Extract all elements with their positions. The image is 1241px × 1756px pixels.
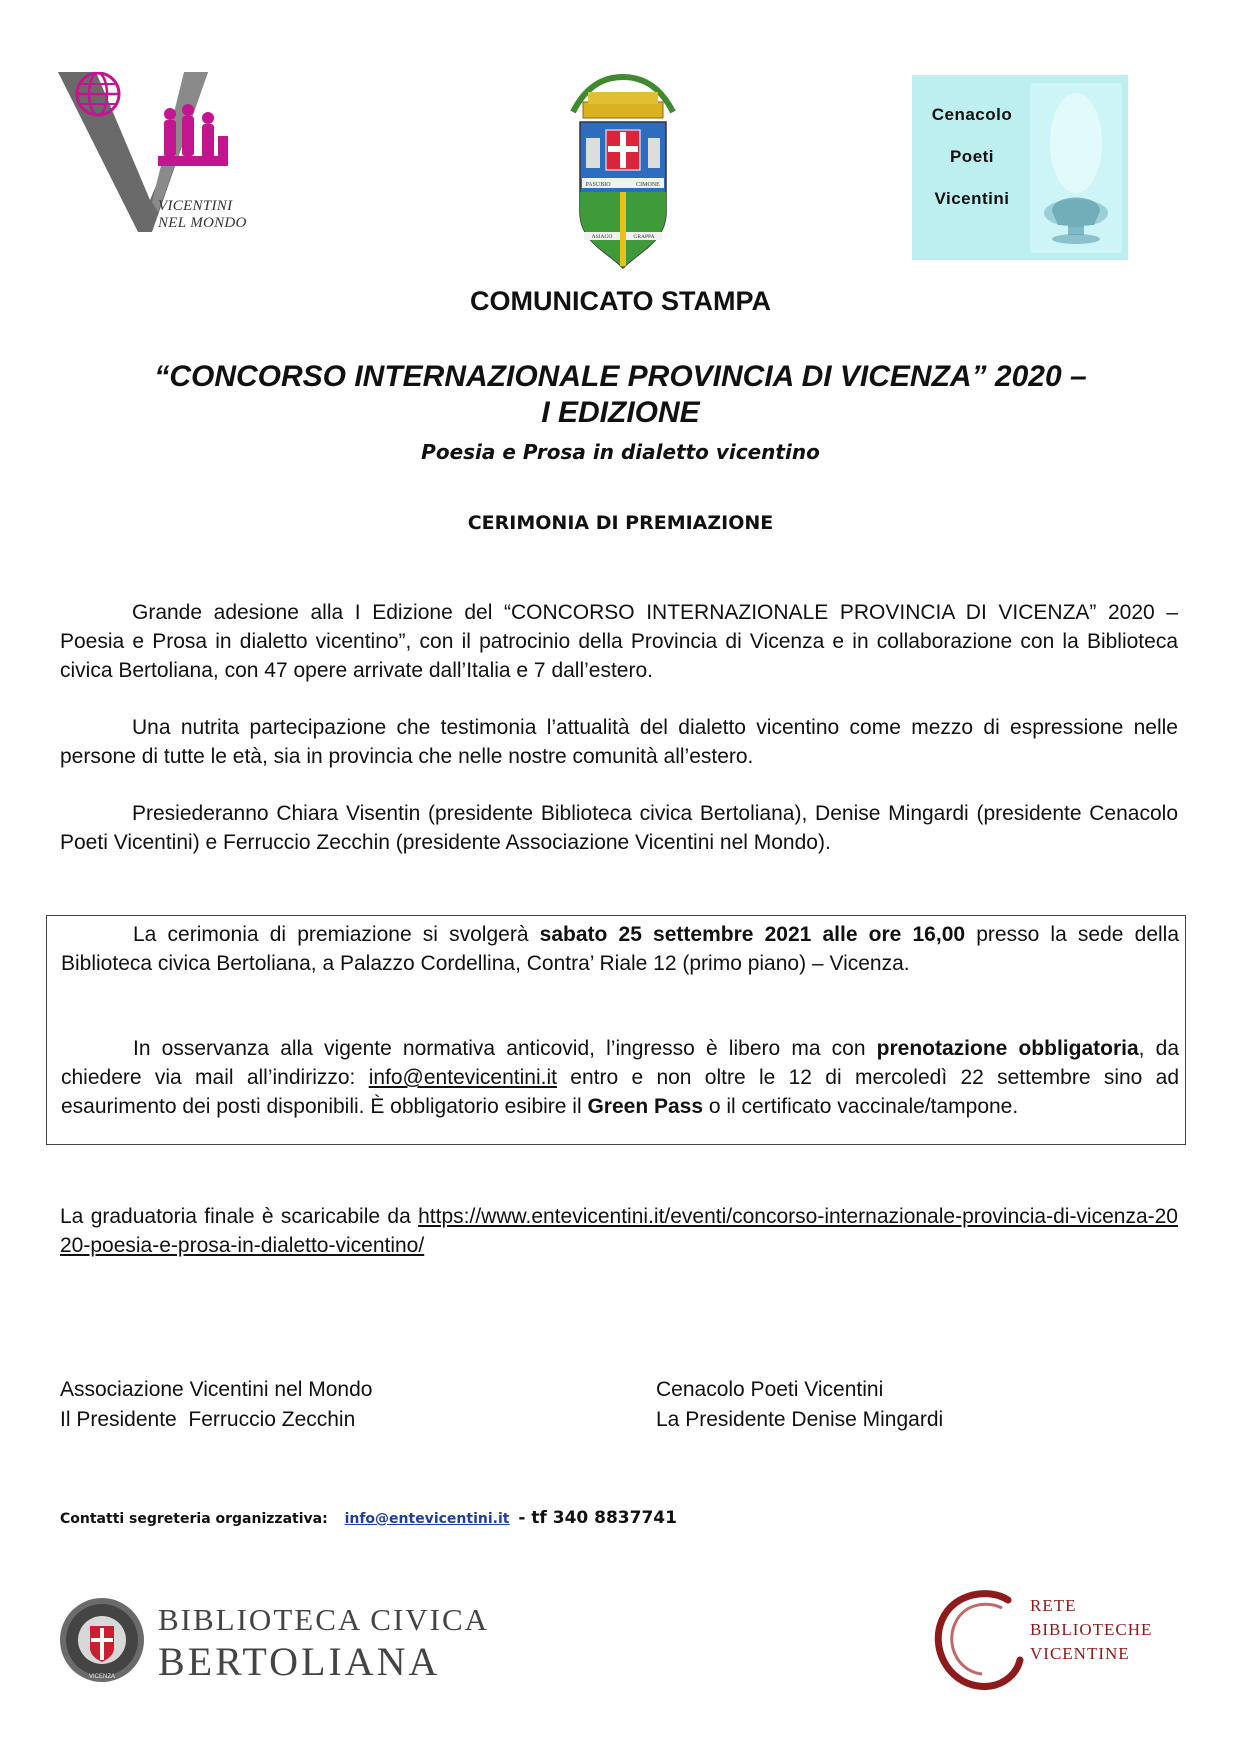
paragraph-jury xyxy=(60,799,1178,857)
crest-icon xyxy=(568,72,678,272)
paragraph-participation-text: Una nutrita partecipazione che testimonia l’attualità del dialetto vicentino come mezzo di espressione nelle persone di tutte le età, sia in provincia che nelle nostre comunità all’estero. xyxy=(60,716,1178,768)
bertoliana-logo xyxy=(58,1594,490,1689)
bertoliana-line2: BERTOLIANA xyxy=(158,1639,441,1684)
booking-text-d: entro e non oltre le 12 di mercoledì 22 settembre sino ad esaurimento dei posti disponibili. È obbligatorio esibire il xyxy=(61,1066,1180,1118)
signature-left xyxy=(60,1375,372,1435)
paragraph-intro xyxy=(60,598,1178,685)
booking-required: prenotazione obbligatoria xyxy=(876,1037,1139,1060)
rete-line3: VICENTINE xyxy=(1030,1644,1130,1663)
contest-subtitle: Poesia e Prosa in dialetto vicentino xyxy=(421,440,820,464)
contacts-label: Contatti segreteria organizzativa: xyxy=(60,1511,328,1527)
paragraph-ceremony xyxy=(61,920,1179,978)
booking-text-c: , da chiedere via mail all’indirizzo: xyxy=(61,1037,1179,1089)
vicentini-nel-mondo-logo xyxy=(58,72,273,237)
vnm-logo-text-line1: VICENTINI xyxy=(158,198,233,214)
ranking-text: La graduatoria finale è scaricabile da xyxy=(60,1205,419,1228)
crest-label-bottom-left: ASIAGO xyxy=(591,234,613,240)
cenacolo-poeti-logo xyxy=(912,75,1128,260)
rete-line1: RETE xyxy=(1030,1596,1077,1615)
paragraph-jury-text: Presiederanno Chiara Visentin (presidente Biblioteca civica Bertoliana), Denise Mingardi (presidente Cenacolo Poeti Vicentini) e Ferruccio Zecchin (presidente Associazione Vicentini nel Mondo). xyxy=(60,802,1178,854)
cenacolo-logo-line2: Poeti xyxy=(949,147,995,166)
crest-label-bottom-right: GRAPPA xyxy=(633,234,655,240)
provincia-vicenza-crest xyxy=(568,72,678,272)
paragraph-participation xyxy=(60,713,1178,771)
contacts-phone: - tf 340 8837741 xyxy=(518,1508,677,1528)
crest-label-right: CIMONE xyxy=(636,182,660,188)
contacts-line xyxy=(60,1508,677,1528)
signature-right-name: La Presidente Denise Mingardi xyxy=(656,1408,944,1431)
ceremony-date: sabato 25 settembre 2021 alle ore 16,00 xyxy=(539,923,966,946)
vnm-logo-text-line2: NEL MONDO xyxy=(158,215,247,231)
crest-label-left: PASUBIO xyxy=(585,182,611,188)
booking-text-a: In osservanza alla vigente normativa anticovid, l’ingresso è libero ma con xyxy=(133,1037,877,1060)
signature-right xyxy=(656,1375,943,1435)
signature-right-org: Cenacolo Poeti Vicentini xyxy=(656,1378,884,1401)
ceremony-text-a: La cerimonia di premiazione si svolgerà xyxy=(133,923,540,946)
green-pass-text: Green Pass xyxy=(587,1095,704,1118)
document-heading: COMUNICATO STAMPA xyxy=(470,286,771,316)
contest-title-line1: “CONCORSO INTERNAZIONALE PROVINCIA DI VICENZA” 2020 – xyxy=(154,360,1087,393)
signature-left-org: Associazione Vicentini nel Mondo xyxy=(60,1378,373,1401)
paragraph-ranking xyxy=(60,1202,1178,1260)
cenacolo-logo-line3: Vicentini xyxy=(934,189,1010,208)
section-heading: CERIMONIA DI PREMIAZIONE xyxy=(467,512,774,534)
ceremony-info-box xyxy=(46,915,1186,1145)
contacts-email-link[interactable]: info@entevicentini.it xyxy=(344,1511,510,1527)
bertoliana-seal-text: VICENZA xyxy=(88,1674,116,1680)
rete-ring-icon xyxy=(930,1586,1030,1696)
rete-biblioteche-logo xyxy=(930,1586,1170,1696)
bertoliana-seal-icon xyxy=(58,1594,146,1686)
contest-title-line2: I EDIZIONE xyxy=(541,396,700,429)
signature-left-name: Il Presidente Ferruccio Zecchin xyxy=(60,1408,356,1431)
rete-line2: BIBLIOTECHE xyxy=(1030,1620,1153,1639)
paragraph-intro-text: Grande adesione alla I Edizione del “CONCORSO INTERNAZIONALE PROVINCIA DI VICENZA” 2020 – Poesia e Prosa in dialetto vicentino”, con il patrocinio della Provincia di Vicenza e in collaborazione con la Biblioteca civica Bertoliana, con 47 opere arrivate dall’Italia e 7 dall’estero. xyxy=(60,601,1178,682)
ranking-download-link[interactable]: https://www.entevicentini.it/eventi/concorso-internazionale-provincia-di-vicenza-2020-poesia-e-prosa-in-dialetto-vicentino/ xyxy=(60,1205,1178,1257)
cenacolo-logo-line1: Cenacolo xyxy=(931,105,1013,124)
ceremony-text-c: presso la sede della Biblioteca civica Bertoliana, a Palazzo Cordellina, Contra’ Riale 12 (primo piano) – Vicenza. xyxy=(61,923,1180,975)
bertoliana-line1: BIBLIOTECA CIVICA xyxy=(158,1602,490,1637)
booking-email-link[interactable]: info@entevicentini.it xyxy=(368,1066,557,1089)
oil-lamp-icon xyxy=(1030,83,1122,253)
booking-text-f: o il certificato vaccinale/tampone. xyxy=(703,1095,1019,1118)
paragraph-booking xyxy=(61,1034,1179,1121)
